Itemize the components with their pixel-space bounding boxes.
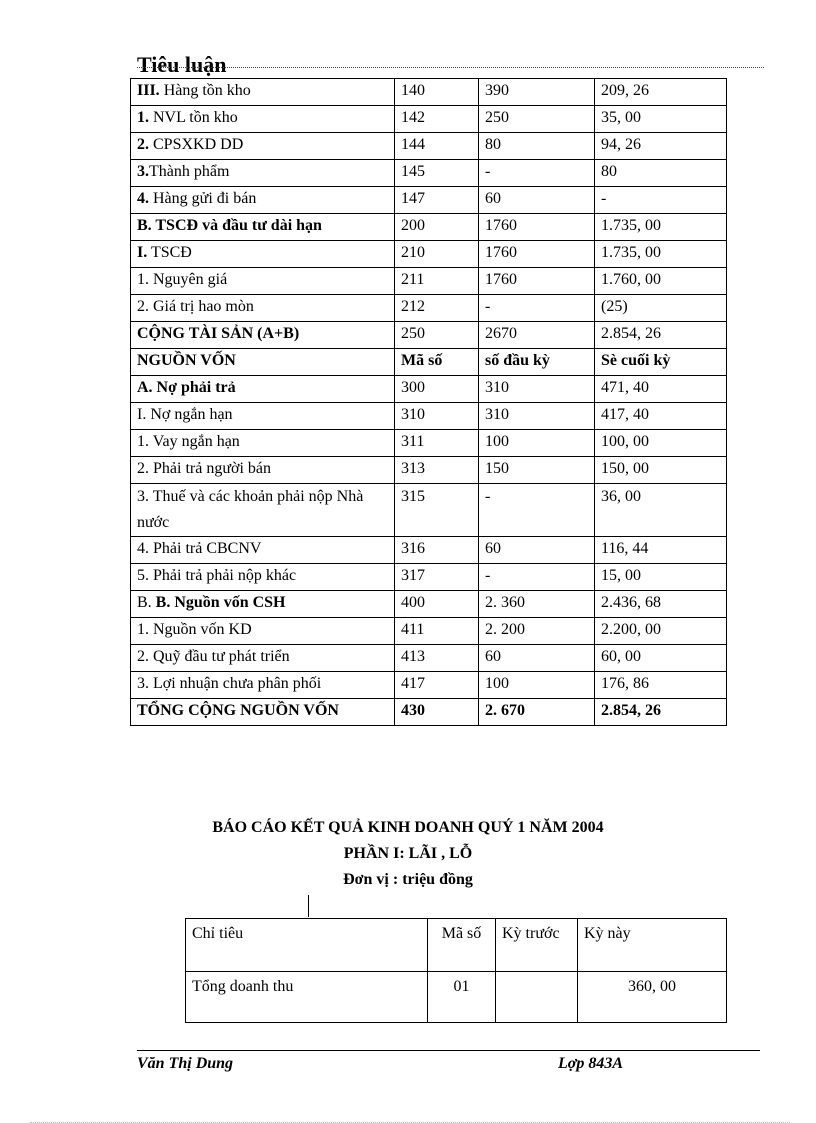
balance-row — [131, 430, 727, 457]
balance-cell-name — [131, 106, 395, 133]
balance-cell-start: - — [479, 564, 595, 591]
balance-cell-name — [131, 268, 395, 295]
balance-cell-code: 411 — [395, 618, 479, 645]
balance-sheet-table — [130, 78, 727, 726]
balance-cell-code: 144 — [395, 133, 479, 160]
balance-name-bold: B. Nguồn vốn CSH — [155, 594, 286, 611]
balance-sheet-body — [131, 79, 727, 726]
balance-row — [131, 403, 727, 430]
balance-cell-start: 1760 — [479, 214, 595, 241]
balance-row — [131, 295, 727, 322]
header-rule — [137, 67, 764, 68]
balance-cell-code: 317 — [395, 564, 479, 591]
balance-name-text: 1. Vay ngắn hạn — [137, 433, 240, 450]
balance-cell-end: 1.735, 00 — [595, 214, 727, 241]
income-cell-name: Tổng doanh thu — [186, 972, 428, 1023]
balance-name-text: 2. Phải trả người bán — [137, 460, 271, 477]
balance-name-bold: 4. — [137, 190, 149, 207]
stray-vertical-line — [308, 895, 309, 917]
balance-cell-name — [131, 672, 395, 699]
balance-cell-name — [131, 160, 395, 187]
balance-name-prefix: B. — [137, 594, 156, 611]
balance-name-bold: NGUỒN VỐN — [137, 352, 236, 369]
balance-cell-name — [131, 241, 395, 268]
balance-name-bold: TỔNG CỘNG NGUỒN VỐN — [137, 702, 339, 719]
balance-row — [131, 645, 727, 672]
report-unit: Đơn vị : triệu đồng — [343, 871, 473, 888]
report-part: PHẦN I: LÃI , LỖ — [343, 845, 473, 862]
balance-cell-end: 60, 00 — [595, 645, 727, 672]
balance-cell-name — [131, 484, 395, 537]
balance-cell-end: 80 — [595, 160, 727, 187]
balance-row — [131, 591, 727, 618]
balance-cell-name — [131, 322, 395, 349]
balance-row — [131, 349, 727, 376]
balance-name-text: 3. Thuế và các khoản phải nộp Nhà nước — [137, 488, 364, 531]
balance-row — [131, 564, 727, 591]
income-header-cell: Kỳ này — [578, 919, 727, 972]
balance-cell-start: 2. 200 — [479, 618, 595, 645]
balance-row — [131, 672, 727, 699]
balance-cell-end: 2.436, 68 — [595, 591, 727, 618]
balance-cell-end: 94, 26 — [595, 133, 727, 160]
balance-cell-start: 2670 — [479, 322, 595, 349]
balance-cell-code: 400 — [395, 591, 479, 618]
balance-cell-code: 413 — [395, 645, 479, 672]
balance-name-text: Hàng gửi đi bán — [149, 190, 257, 207]
balance-name-bold: B. TSCĐ và đầu tư dài hạn — [137, 217, 322, 234]
balance-cell-name — [131, 187, 395, 214]
balance-cell-code: 417 — [395, 672, 479, 699]
balance-row — [131, 79, 727, 106]
balance-name-bold: 1. — [137, 109, 149, 126]
balance-cell-end: 1.760, 00 — [595, 268, 727, 295]
balance-row — [131, 268, 727, 295]
balance-cell-name — [131, 403, 395, 430]
balance-cell-code: 210 — [395, 241, 479, 268]
balance-cell-code: 140 — [395, 79, 479, 106]
balance-name-bold: 2. — [137, 136, 149, 153]
income-header-cell: Chỉ tiêu — [186, 919, 428, 972]
balance-cell-start: - — [479, 295, 595, 322]
balance-cell-code: 250 — [395, 322, 479, 349]
balance-cell-end: 116, 44 — [595, 537, 727, 564]
income-table — [185, 918, 727, 1023]
balance-row — [131, 106, 727, 133]
balance-cell-code: Mã số — [395, 349, 479, 376]
balance-cell-end: Sè cuối kỳ — [595, 349, 727, 376]
balance-cell-code: 311 — [395, 430, 479, 457]
balance-cell-name — [131, 79, 395, 106]
balance-cell-name — [131, 376, 395, 403]
balance-name-text: 5. Phải trả phải nộp khác — [137, 567, 297, 584]
balance-name-text: I. Nợ ngắn hạn — [137, 406, 233, 423]
balance-row — [131, 241, 727, 268]
balance-cell-start: - — [479, 484, 595, 537]
balance-cell-code: 315 — [395, 484, 479, 537]
balance-row — [131, 187, 727, 214]
balance-name-text: CPSXKD DD — [149, 136, 244, 153]
balance-row — [131, 322, 727, 349]
balance-cell-start: 80 — [479, 133, 595, 160]
balance-name-text: 4. Phải trả CBCNV — [137, 540, 262, 557]
balance-cell-code: 430 — [395, 699, 479, 726]
balance-row — [131, 376, 727, 403]
income-header-cell: Mã số — [428, 919, 496, 972]
balance-cell-start: số đầu kỳ — [479, 349, 595, 376]
balance-row — [131, 160, 727, 187]
balance-row — [131, 618, 727, 645]
balance-row — [131, 537, 727, 564]
balance-name-text: Hàng tồn kho — [159, 82, 251, 99]
balance-cell-end: 15, 00 — [595, 564, 727, 591]
balance-cell-end: 150, 00 — [595, 457, 727, 484]
balance-row — [131, 457, 727, 484]
balance-cell-code: 147 — [395, 187, 479, 214]
balance-name-bold: I. — [137, 244, 148, 261]
balance-cell-code: 316 — [395, 537, 479, 564]
balance-cell-start: - — [479, 160, 595, 187]
balance-cell-code: 212 — [395, 295, 479, 322]
balance-cell-start: 310 — [479, 376, 595, 403]
balance-cell-start: 1760 — [479, 241, 595, 268]
balance-cell-code: 300 — [395, 376, 479, 403]
balance-name-text: 1. Nguyên giá — [137, 271, 228, 288]
balance-cell-name — [131, 591, 395, 618]
balance-cell-code: 145 — [395, 160, 479, 187]
balance-cell-code: 142 — [395, 106, 479, 133]
footer-author: Văn Thị Dung — [137, 1055, 234, 1072]
balance-name-text: 2. Quỹ đầu tư phát triển — [137, 648, 290, 665]
balance-cell-name — [131, 295, 395, 322]
balance-name-text: NVL tồn kho — [149, 109, 238, 126]
balance-name-text: 1. Nguồn vốn KD — [137, 621, 252, 638]
balance-cell-start: 60 — [479, 537, 595, 564]
balance-cell-start: 1760 — [479, 268, 595, 295]
balance-name-text: Thành phẩm — [149, 163, 230, 180]
balance-cell-start: 2. 360 — [479, 591, 595, 618]
balance-cell-code: 200 — [395, 214, 479, 241]
income-cell-prev — [496, 972, 578, 1023]
page-header-title: Tiêu luận — [137, 52, 227, 77]
income-cell-curr: 360, 00 — [578, 972, 727, 1023]
balance-cell-start: 60 — [479, 187, 595, 214]
balance-cell-start: 250 — [479, 106, 595, 133]
balance-cell-name — [131, 645, 395, 672]
balance-cell-name — [131, 349, 395, 376]
balance-cell-start: 100 — [479, 672, 595, 699]
footer-rule — [137, 1050, 760, 1051]
balance-cell-name — [131, 618, 395, 645]
income-header-row — [186, 919, 727, 972]
balance-cell-end: 100, 00 — [595, 430, 727, 457]
balance-name-text: 2. Giá trị hao mòn — [137, 298, 254, 315]
balance-row — [131, 699, 727, 726]
balance-name-bold: A. Nợ phải trả — [137, 379, 236, 396]
income-cell-code: 01 — [428, 972, 496, 1023]
balance-cell-start: 390 — [479, 79, 595, 106]
balance-cell-end: 36, 00 — [595, 484, 727, 537]
income-row — [186, 972, 727, 1023]
balance-name-bold: CỘNG TÀI SẢN (A+B) — [137, 325, 300, 342]
balance-cell-end: 35, 00 — [595, 106, 727, 133]
balance-cell-end: 2.854, 26 — [595, 699, 727, 726]
balance-cell-end: 417, 40 — [595, 403, 727, 430]
balance-name-bold: III. — [137, 82, 160, 99]
balance-cell-name — [131, 214, 395, 241]
balance-cell-end: 176, 86 — [595, 672, 727, 699]
balance-cell-start: 310 — [479, 403, 595, 430]
balance-cell-end: 1.735, 00 — [595, 241, 727, 268]
balance-row — [131, 484, 727, 537]
balance-name-bold: 3. — [137, 163, 149, 180]
balance-row — [131, 214, 727, 241]
balance-name-text: 3. Lợi nhuận chưa phân phối — [137, 675, 322, 692]
income-header-cell: Kỳ trước — [496, 919, 578, 972]
footer-class: Lợp 843A — [558, 1055, 624, 1072]
balance-cell-end: 2.854, 26 — [595, 322, 727, 349]
balance-cell-end: 2.200, 00 — [595, 618, 727, 645]
report-title: BÁO CÁO KẾT QUẢ KINH DOANH QUÝ 1 NĂM 2004 — [212, 819, 604, 836]
balance-cell-end: 471, 40 — [595, 376, 727, 403]
balance-cell-name — [131, 537, 395, 564]
balance-row — [131, 133, 727, 160]
balance-name-text: TSCĐ — [147, 244, 192, 261]
balance-cell-name — [131, 430, 395, 457]
balance-cell-start: 2. 670 — [479, 699, 595, 726]
balance-cell-end: (25) — [595, 295, 727, 322]
balance-cell-end: 209, 26 — [595, 79, 727, 106]
balance-cell-code: 310 — [395, 403, 479, 430]
balance-cell-code: 211 — [395, 268, 479, 295]
balance-cell-name — [131, 133, 395, 160]
balance-cell-name — [131, 457, 395, 484]
balance-cell-start: 150 — [479, 457, 595, 484]
balance-cell-name — [131, 564, 395, 591]
balance-cell-name — [131, 699, 395, 726]
balance-cell-code: 313 — [395, 457, 479, 484]
balance-cell-start: 60 — [479, 645, 595, 672]
balance-cell-end: - — [595, 187, 727, 214]
balance-cell-start: 100 — [479, 430, 595, 457]
